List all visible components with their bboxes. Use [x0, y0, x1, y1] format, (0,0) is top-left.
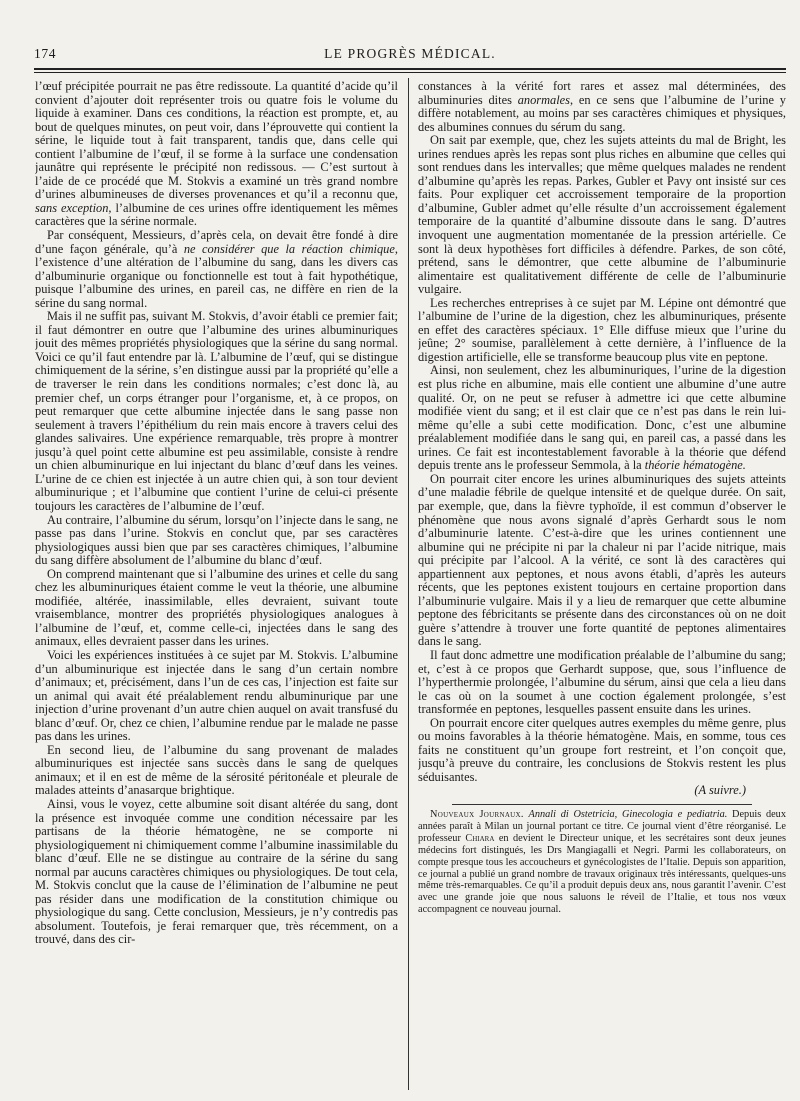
paragraph: l’œuf précipitée pourrait ne pas être redissoute. La quantité d’acide qu’il convient d’ajouter doit représenter trois ou quatre fois le volume du liquide à examiner. Dans ces conditions, la réaction est prompte, et, au bout de quelques minutes, on peut voir, dans l’éprouvette qui contient la sérine, le liquide tout à fait transparent, tandis que, dans celle qui contient l’albumine de l’œuf, il se forme à la surface une condensation jaunâtre qui représente le précipité non redissous. — C’est surtout à l’aide de ce procédé que M. Stokvis a examiné un très grand nombre d’urines albumineuses de diverses provenances et qu’il a reconnu que, sans exception, l’albumine de ces urines offre identiquement les mêmes caractères que la sérine normale.: [35, 80, 398, 229]
paragraph: Au contraire, l’albumine du sérum, lorsqu’on l’injecte dans le sang, ne passe pas dans l’urine. Stokvis en conclut que, par ses caractères physiologiques aussi bien que par ses caractères chimiques, l’albumine du sang diffère absolument de l’albumine du blanc d’œuf.: [35, 512, 398, 568]
paragraph: On sait par exemple, que, chez les sujets atteints du mal de Bright, les urines rendues après les repas sont plus riches en albumine que celles qui sont rendues dans les intervalles; que même quelques malades ne rendent d’albumine qu’après les repas. Parkes, Gubler et Pavy ont insisté sur ces faits. Pour expliquer cet accroissement temporaire de la proportion d’albumine, Gubler admet qu’elle résulte d’un accroissement également temporaire de la quantité d’albumine dissoute dans le sang. D’autres invoquent une augmentation momentanée de la pression artérielle. Ce sont là deux hypothèses fort difficiles à défendre. Parkes, de son côté, prétend, sans le démontrer, que cette albumine de l’albuminurie alimentaire est qualitativement différente de celle de l’albuminurie vulgaire.: [418, 133, 786, 297]
right-column: [418, 80, 786, 1090]
paragraph: Par conséquent, Messieurs, d’après cela, on devait être fondé à dire d’une façon générale, qu’à ne considérer que la réaction chimique, l’existence d’une altération de l’albumine du sang, dans les divers cas d’albuminurie organique ou fonctionnelle est tout à fait hypothétique, puisque l’albumine des urines, en pareil cas, ne diffère en rien de la sérine du sang normal.: [35, 228, 398, 310]
paragraph: Mais il ne suffit pas, suivant M. Stokvis, d’avoir établi ce premier fait; il faut démontrer en outre que l’albumine des urines albuminuriques jouit des mêmes propriétés physiologiques que la sérine du sang normal. Voici ce qu’il faut entendre par là. L’albumine de l’œuf, qui se distingue chimiquement de la sérine, s’en distingue aussi par la propriété qu’elle a de traverser le rein dans les conditions normales; c’est donc là, au premier chef, un corps étranger pour l’organisme, et, à ce propos, on peut remarquer que cette albumine injectée dans le sang passe non seulement à travers l’épithélium du rein mais encore à travers celui des glandes salivaires. Une expérience remarquable, très propre à montrer jusqu’à quel point cette albumine est peu assimilable, consiste à rendre un chien albuminurique en lui injectant du blanc d’œuf dans les veines. L’urine de ce chien est injectée à un autre chien qui, à son tour devient albuminurique ; et l’albumine que contient l’urine de celui-ci présente toujours les caractères de l’albumine de l’œuf.: [35, 309, 398, 513]
paragraph: constances à la vérité fort rares et assez mal déterminées, des albuminuries dites anormales, en ce sens que l’albumine de l’urine y diffère notablement, au moins par ses caractères chimiques et physiques, des albumines connues du sérum du sang.: [418, 80, 786, 134]
paragraph: En second lieu, de l’albumine du sang provenant de malades albuminuriques est injectée sans succès dans le sang de quelques animaux; et il en est de même de la sérosité péritonéale et pleurale de malades atteints d’anasarque brightique.: [35, 742, 398, 798]
paragraph: On comprend maintenant que si l’albumine des urines et celle du sang chez les albuminuriques étaient comme le veut la théorie, une albumine modifiée, altérée, inassimilable, elles devraient, suivant toute vraisemblance, montrer des propriétés physiologiques analogues à l’albumine de l’œuf, et, comme celle-ci, injectées dans le sang des animaux, elles devraient passer dans les urines.: [35, 566, 398, 649]
left-column: [35, 80, 398, 1090]
paragraph: On pourrait encore citer quelques autres exemples du même genre, plus ou moins favorables à la théorie hématogène. Mais, en somme, tous ces faits ne constituent qu’un groupe fort restreint, et l’on conçoit que, jusqu’à preuve du contraire, les conclusions de Stokvis restent les plus séduisantes.: [418, 715, 786, 784]
news-label: Nouveaux Journaux.: [430, 808, 524, 820]
page-number: 174: [34, 46, 57, 61]
column-divider: [408, 78, 409, 1090]
news-journal-title: Annali di Ostetricia, Ginecologia e pediatria.: [528, 808, 728, 820]
running-header: [34, 46, 786, 66]
paragraph: On pourrait citer encore les urines albuminuriques des sujets atteints d’une maladie fébrile de quelque intensité et de quelque durée. On sait, par exemple, que, dans la fièvre typhoïde, il est commun d’observer le phénomène que nous avons signalé d’après Gerhardt sous le nom d’albuminurie latente. C’est-à-dire que les urines contiennent une albumine qui ne précipite ni par la chaleur ni par l’acide nitrique, mais qui précipite par l’alcool. A la vérité, ce sont là des caractères qui appartiennent aux peptones, et nous avons établi, d’après les auteurs récents, que les peptones existent toujours en certaine proportion dans l’albuminurie vulgaire. Mais il y a lieu de remarquer que cette albumine peptone des fébricitants se présente dans des circonstances où on ne doit guère s’attendre à trouver une forte quantité de peptones alimentaires dans le sang.: [418, 471, 786, 649]
paragraph: Ainsi, vous le voyez, cette albumine soit disant altérée du sang, dont la présence est invoquée comme une condition nécessaire par les partisans de la théorie hématogène, ne se comporte ni physiologiquement ni chimiquement comme l’albumine inassimilable du blanc d’œuf. Elle ne se distingue au contraire de la sérine du sang normal par aucuns caractères chimiques ou physiologiques. De tout cela, M. Stokvis conclut que la cause de l’élimination de l’albumine ne peut pas résider dans une modification de la constitution chimique ou physiologique du sang. Cette conclusion, Messieurs, je n’y contredis pas absolument. Toutefois, je ferai remarquer que, très récemment, on a trouvé, dans des cir-: [35, 796, 398, 947]
to-be-continued: (A suivre.): [694, 783, 746, 798]
paragraph: Ainsi, non seulement, chez les albuminuriques, l’urine de la digestion est plus riche en albumine, mais elle contient une albumine d’une autre qualité. Or, on ne peut se refuser à admettre ici que cette albumine modifiée vient du sang; et il est clair que ce n’est pas dans le rein lui-même qu’elle a subi cette modification. Donc, c’est une albumine préalablement modifiée dans le sang qui, en pareil cas, a passé dans les urines. Ce fait est incontestablement favorable à la théorie que défend depuis trente ans le professeur Semmola, à la théorie hématogène.: [418, 363, 786, 473]
header-rule-thin: [34, 72, 786, 73]
journal-title: LE PROGRÈS MÉDICAL.: [324, 46, 496, 61]
section-rule: [452, 804, 752, 805]
paragraph: Il faut donc admettre une modification préalable de l’albumine du sang; et, c’est à ce propos que Gerhardt suppose, que, sous l’influence de l’hyperthermie prolongée, l’albumine du sérum, ainsi que cela a lieu dans le cas où on la soumet à une coction également prolongée, s’est transformée en peptones, lesquelles passent ensuite dans les urines.: [418, 647, 786, 717]
news-director-name: Chiara: [465, 832, 495, 844]
paragraph: Voici les expériences instituées à ce sujet par M. Stokvis. L’albumine d’un albuminurique est injectée dans le sang d’un certain nombre d’animaux; et, précisément, dans l’un de ces cas, l’injection est faite sur un animal qui avait été préalablement rendu albuminurique par une injection d’urine provenant d’un autre chien auquel on avait transfusé du blanc d’œuf. Or, chez ce chien, l’albumine rendue par le malade ne passe pas dans les urines.: [35, 647, 398, 744]
news-item: Nouveaux Journaux. Annali di Ostetricia, Ginecologia e pediatria. Depuis deux années paraît à Milan un journal portant ce titre. Ce journal vient d’être réorganisé. Le professeur Chiara en devient le Directeur unique, et les secrétaires sont deux jeunes médecins fort distingués, les Drs Mangiagalli et Negri. Parmi les collaborateurs, on compte presque tous les accoucheurs et gynécologistes de l’Italie. Depuis son apparition, ce journal a publié un grand nombre de travaux originaux très intéressants, quelques-uns même très-remarquables. Ce qu’il a produit depuis deux ans, nous garantit l’avenir. C’est avec une grande joie que nous saluons le réveil de l’Italie, et tous nos vœux accompagnent ce nouveau journal.: [418, 808, 786, 916]
paragraph: Les recherches entreprises à ce sujet par M. Lépine ont démontré que l’albumine de l’urine de la digestion, chez les albuminuriques, présente en effet des caractères spéciaux. 1° Elle diffuse mieux que l’urine du jeûne; 2° soumise, parallèlement à cette dernière, à l’influence de la digestion artificielle, elle se transforme beaucoup plus vite en peptone.: [418, 295, 786, 364]
header-rule: [34, 68, 786, 70]
